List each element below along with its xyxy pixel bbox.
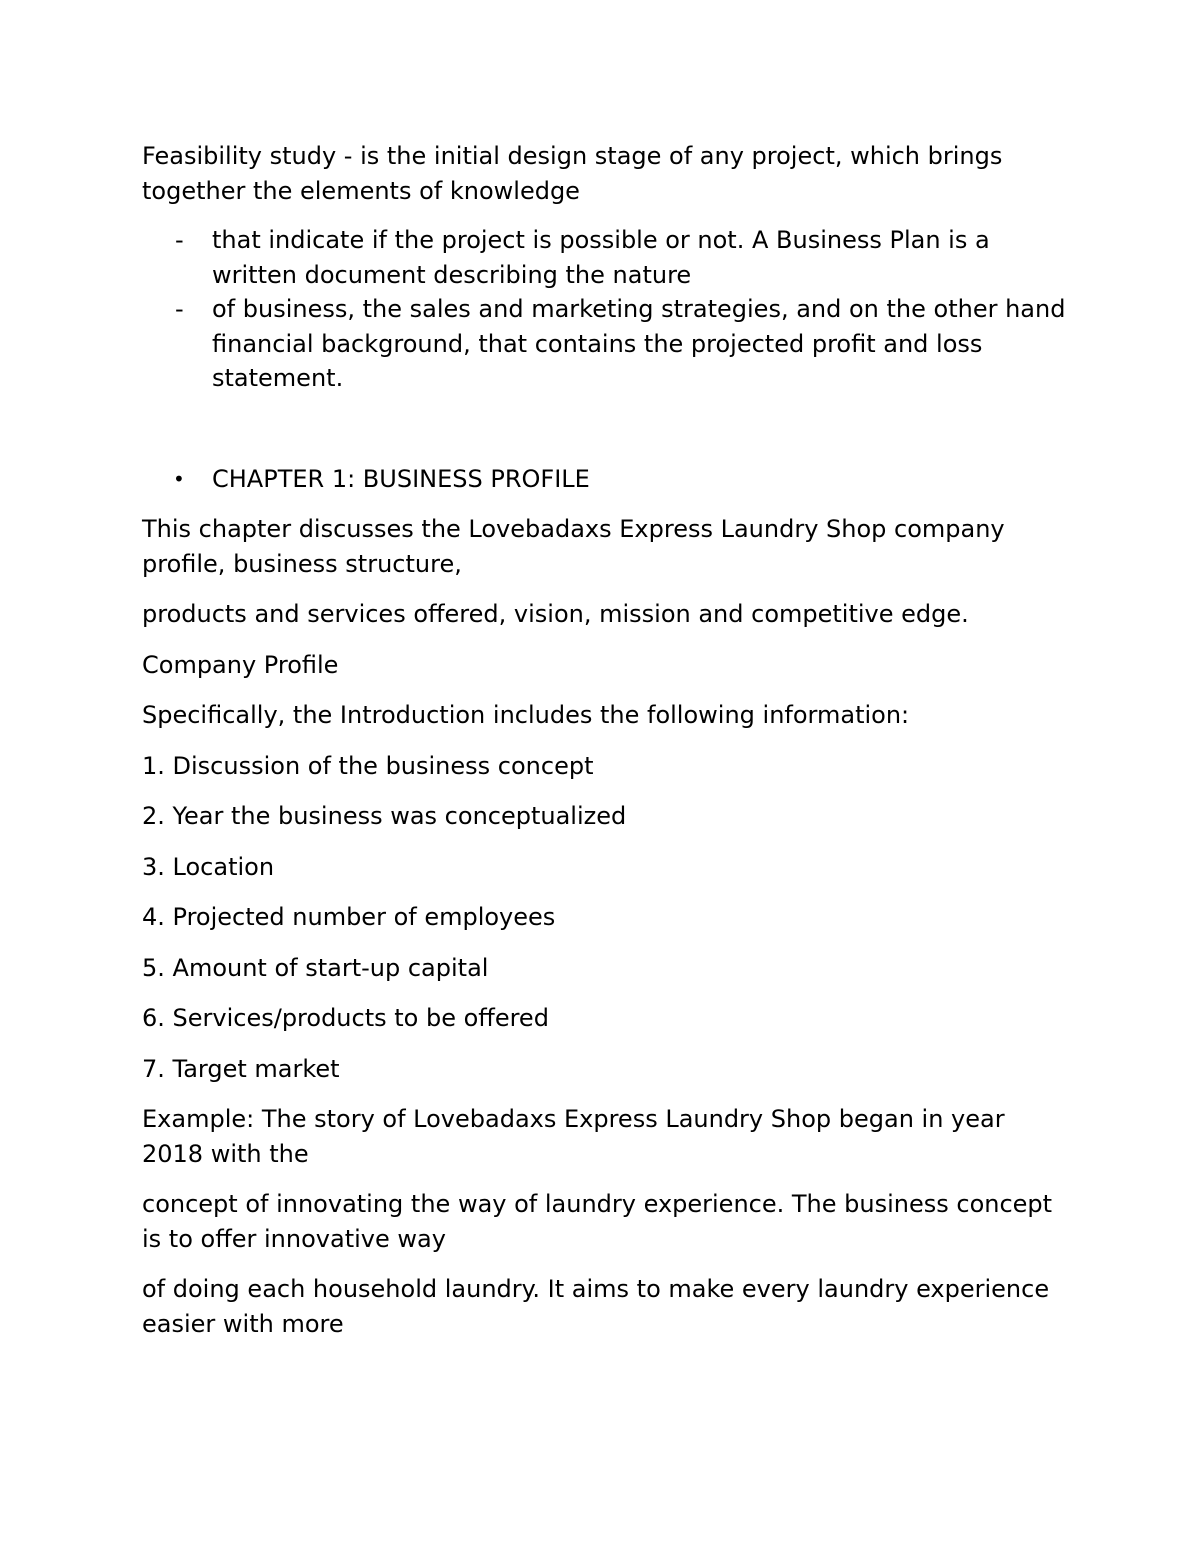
chapter-paragraph: This chapter discusses the Lovebadaxs Express Laundry Shop company profile, business structure, (142, 515, 1005, 578)
numbered-list-item: 4. Projected number of employees (142, 903, 556, 931)
dash-item-text: of business, the sales and marketing strategies, and on the other hand financial background, that contains the projected profit and loss statement. (212, 295, 1066, 392)
example-paragraph: of doing each household laundry. It aims to make every laundry experience easier with more (142, 1275, 1050, 1338)
numbered-list-item: 6. Services/products to be offered (142, 1004, 549, 1032)
dash-list-item (142, 223, 1072, 292)
example-paragraph: concept of innovating the way of laundry experience. The business concept is to offer innovative way (142, 1190, 1053, 1253)
dash-marker: - (175, 295, 184, 323)
document-page (142, 139, 1072, 1357)
numbered-list-item: 3. Location (142, 852, 275, 881)
dash-item-text: that indicate if the project is possible or not. A Business Plan is a written document describing the nature (212, 226, 990, 289)
numbered-list-item: 1. Discussion of the business concept (142, 751, 594, 780)
dash-list-item (142, 292, 1072, 396)
example-paragraph: Example: The story of Lovebadaxs Express Laundry Shop began in year 2018 with the (142, 1105, 1005, 1168)
dash-marker: - (175, 226, 184, 254)
intro-line: Specifically, the Introduction includes the following information: (142, 701, 910, 729)
chapter-bullet-list (142, 462, 1072, 497)
numbered-list (142, 749, 1072, 1087)
section-title: Company Profile (142, 650, 339, 679)
chapter-paragraph: products and services offered, vision, mission and competitive edge. (142, 600, 969, 628)
chapter-heading-text: CHAPTER 1: BUSINESS PROFILE (212, 464, 590, 493)
numbered-list-item: 7. Target market (142, 1054, 340, 1083)
bullet-marker: • (173, 466, 185, 491)
dash-list (142, 223, 1072, 396)
intro-paragraph: Feasibility study - is the initial design stage of any project, which brings together the elements of knowledge (142, 142, 1003, 205)
numbered-list-item: 5. Amount of start-up capital (142, 953, 489, 982)
chapter-heading (142, 462, 1072, 497)
numbered-list-item: 2. Year the business was conceptualized (142, 802, 627, 830)
